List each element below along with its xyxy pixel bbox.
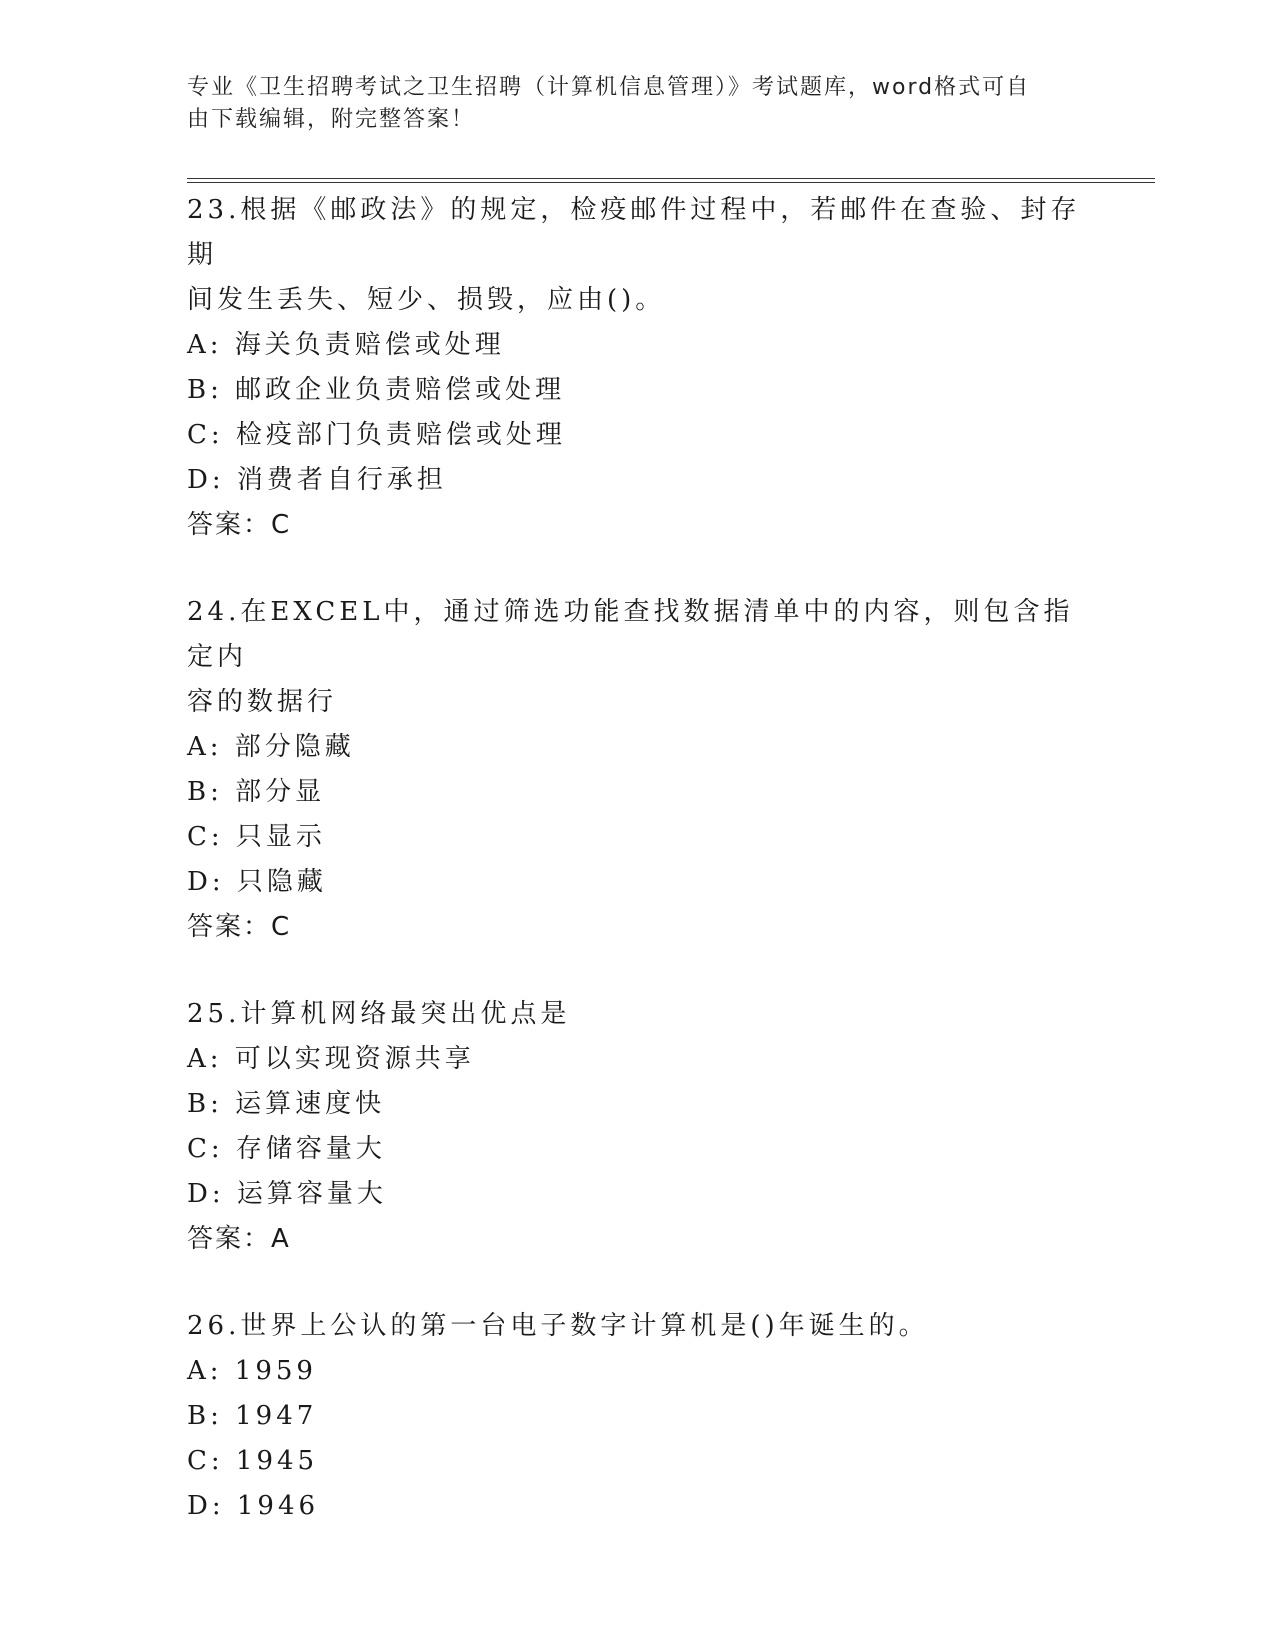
header-line-2: 由下载编辑，附完整答案！: [187, 107, 476, 132]
question-stem-line: 25.计算机网络最突出优点是: [187, 999, 571, 1029]
document-header: [187, 72, 1067, 136]
option-a: A: 海关负责赔偿或处理: [187, 330, 505, 360]
option-c: C: 1945: [187, 1446, 319, 1476]
option-c: C: 只显示: [187, 822, 326, 852]
option-c: C: 存储容量大: [187, 1134, 386, 1164]
header-line-1: 专业《卫生招聘考试之卫生招聘（计算机信息管理）》考试题库，word格式可自: [187, 75, 1031, 100]
option-b: B: 运算速度快: [187, 1089, 386, 1119]
option-b: B: 1947: [187, 1401, 318, 1431]
option-a: A: 可以实现资源共享: [187, 1044, 475, 1074]
question-stem: [187, 188, 1087, 323]
question-stem: [187, 1304, 1087, 1349]
option-d: D: 消费者自行承担: [187, 465, 447, 495]
question-25: [187, 992, 1087, 1262]
question-stem: [187, 992, 1087, 1037]
answer-line: 答案：A: [187, 1224, 291, 1254]
question-stem-line: 间发生丢失、短少、损毁，应由()。: [187, 285, 666, 315]
question-list: [187, 188, 1087, 1571]
question-26: [187, 1304, 1087, 1529]
question-stem-line: 容的数据行: [187, 687, 338, 717]
option-d: D: 运算容量大: [187, 1179, 387, 1209]
answer-line: 答案：C: [187, 912, 292, 942]
question-stem-line: 23.根据《邮政法》的规定，检疫邮件过程中，若邮件在查验、封存期: [187, 195, 1081, 270]
question-24: [187, 590, 1087, 950]
question-stem: [187, 590, 1087, 725]
option-a: A: 1959: [187, 1356, 317, 1386]
question-23: [187, 188, 1087, 548]
question-stem-line: 24.在EXCEL中，通过筛选功能查找数据清单中的内容，则包含指定内: [187, 597, 1074, 672]
header-divider: [187, 178, 1155, 183]
option-c: C: 检疫部门负责赔偿或处理: [187, 420, 566, 450]
option-a: A: 部分隐藏: [187, 732, 355, 762]
option-d: D: 1946: [187, 1491, 320, 1521]
option-b: B: 部分显: [187, 777, 326, 807]
answer-line: 答案：C: [187, 510, 292, 540]
question-stem-line: 26.世界上公认的第一台电子数字计算机是()年诞生的。: [187, 1311, 929, 1341]
option-b: B: 邮政企业负责赔偿或处理: [187, 375, 566, 405]
option-d: D: 只隐藏: [187, 867, 327, 897]
